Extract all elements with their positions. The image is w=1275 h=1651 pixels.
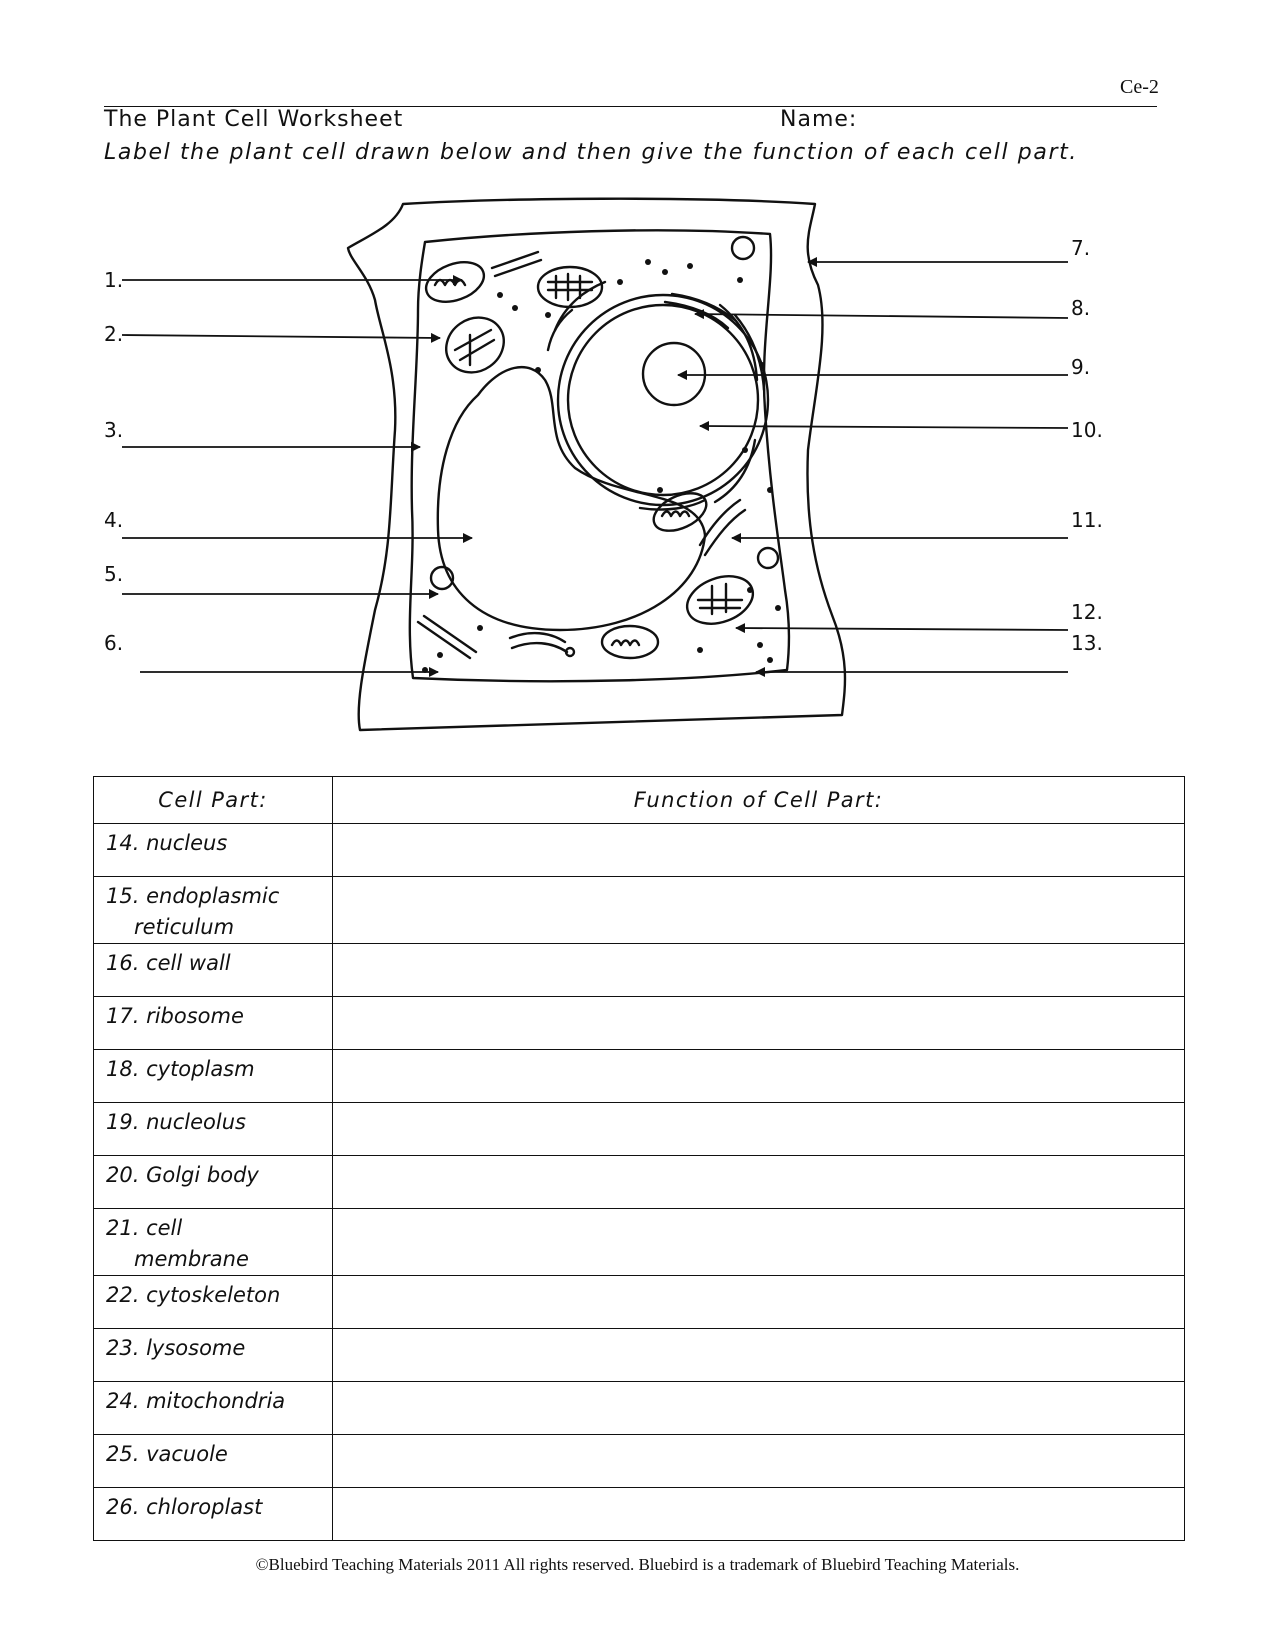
label-5: 5. [104, 562, 124, 586]
header-cell-part: Cell Part: [94, 777, 333, 824]
cell-part-name: 25. vacuole [94, 1435, 333, 1488]
cell-part-name: 17. ribosome [94, 997, 333, 1050]
header-function: Function of Cell Part: [333, 777, 1185, 824]
cell-part-name: 16. cell wall [94, 944, 333, 997]
function-answer-cell[interactable] [333, 944, 1185, 997]
function-answer-cell[interactable] [333, 1382, 1185, 1435]
name-label: Name: [780, 107, 858, 132]
label-12: 12. [1071, 600, 1103, 624]
function-answer-cell[interactable] [333, 1209, 1185, 1276]
cell-part-name: 18. cytoplasm [94, 1050, 333, 1103]
cell-part-name: 23. lysosome [94, 1329, 333, 1382]
cell-membrane [410, 230, 789, 681]
table-row [94, 1329, 1185, 1382]
table-row [94, 1488, 1185, 1541]
plant-cell-diagram [0, 190, 1275, 770]
vacuole [438, 367, 705, 630]
label-2: 2. [104, 322, 124, 346]
table-row [94, 1050, 1185, 1103]
lysosome-3 [758, 548, 778, 568]
table-row [94, 997, 1185, 1050]
cell-part-name: 22. cytoskeleton [94, 1276, 333, 1329]
cell-part-name: 19. nucleolus [94, 1103, 333, 1156]
table-row [94, 877, 1185, 944]
nucleolus [643, 343, 705, 405]
mitochondrion-3 [602, 626, 658, 658]
page-code: Ce-2 [1120, 76, 1159, 98]
cell-drawing [0, 190, 1275, 770]
nuclear-envelope-inner [568, 305, 758, 495]
function-answer-cell[interactable] [333, 824, 1185, 877]
golgi-body-1 [665, 294, 735, 328]
cytoskeleton-2 [418, 616, 476, 658]
table-row [94, 1435, 1185, 1488]
table-row [94, 1276, 1185, 1329]
label-1: 1. [104, 268, 124, 292]
function-answer-cell[interactable] [333, 877, 1185, 944]
instructions: Label the plant cell drawn below and then give the function of each cell part. [104, 140, 1078, 165]
label-6: 6. [104, 631, 124, 655]
table-row [94, 1382, 1185, 1435]
label-4: 4. [104, 508, 124, 532]
table-row [94, 944, 1185, 997]
function-answer-cell[interactable] [333, 1488, 1185, 1541]
mitochondrion-1 [421, 255, 490, 309]
function-answer-cell[interactable] [333, 1276, 1185, 1329]
cytoskeleton-1 [492, 252, 541, 276]
table-row [94, 1103, 1185, 1156]
golgi-body-3 [510, 633, 567, 652]
cell-part-name: 15. endoplasmic reticulum [94, 877, 333, 944]
function-answer-cell[interactable] [333, 1156, 1185, 1209]
table-row [94, 824, 1185, 877]
cell-part-name: 21. cell membrane [94, 1209, 333, 1276]
label-9: 9. [1071, 355, 1091, 379]
worksheet-title: The Plant Cell Worksheet [104, 107, 404, 132]
table-row [94, 1209, 1185, 1276]
cell-parts-table [93, 776, 1185, 1541]
cell-part-name: 24. mitochondria [94, 1382, 333, 1435]
label-3: 3. [104, 418, 124, 442]
function-answer-cell[interactable] [333, 1050, 1185, 1103]
function-answer-cell[interactable] [333, 1329, 1185, 1382]
function-answer-cell[interactable] [333, 1435, 1185, 1488]
table-row [94, 1156, 1185, 1209]
function-answer-cell[interactable] [333, 1103, 1185, 1156]
function-answer-cell[interactable] [333, 997, 1185, 1050]
lysosome-1 [732, 237, 754, 259]
label-7: 7. [1071, 236, 1091, 260]
cell-part-name: 26. chloroplast [94, 1488, 333, 1541]
cell-part-name: 20. Golgi body [94, 1156, 333, 1209]
label-13: 13. [1071, 631, 1103, 655]
label-11: 11. [1071, 508, 1103, 532]
label-8: 8. [1071, 296, 1091, 320]
nuclear-envelope-outer [558, 295, 768, 505]
label-10: 10. [1071, 418, 1103, 442]
cell-part-name: 14. nucleus [94, 824, 333, 877]
copyright-footer: ©Bluebird Teaching Materials 2011 All rights reserved. Bluebird is a trademark of Bluebird Teaching Materials. [255, 1555, 1020, 1574]
